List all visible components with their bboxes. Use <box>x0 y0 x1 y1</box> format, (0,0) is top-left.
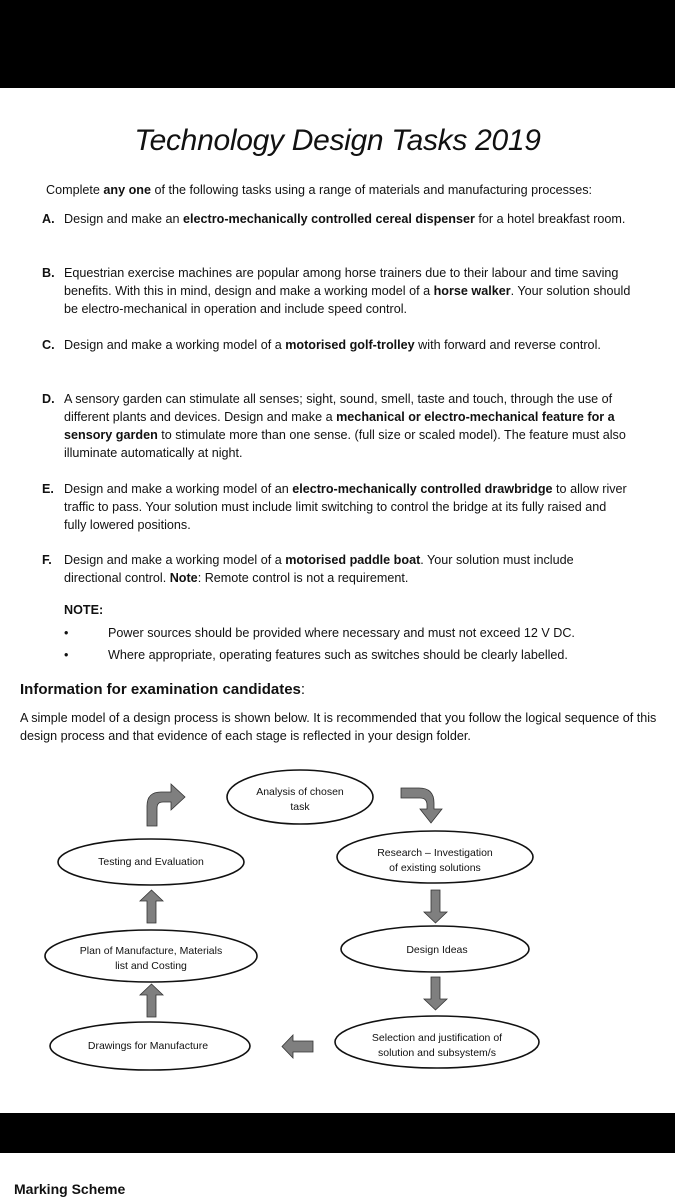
info-heading <box>20 681 305 698</box>
task-bold: motorised paddle boat <box>285 553 421 567</box>
task-text: Design and make a working model of a <box>64 338 286 352</box>
node-label: Drawings for Manufacture <box>87 1040 209 1052</box>
bullet-text: Where appropriate, operating features such as switches should be clearly labelled. <box>108 648 568 662</box>
info-paragraph: A simple model of a design process is shown below. It is recommended that you follow the logical sequence of this design process and that evidence of each stage is reflected in your design folder. <box>20 711 657 743</box>
task-b <box>42 264 632 318</box>
task-bold: Note <box>169 571 198 585</box>
task-text: . Your solution should be electro-mechanical in operation and include speed control. <box>64 284 631 316</box>
task-letter: E. <box>42 482 54 496</box>
task-f <box>42 551 632 587</box>
node-label: Testing and Evaluation <box>98 856 204 868</box>
arrow-up-icon <box>140 890 163 923</box>
node-label: task <box>290 801 310 813</box>
intro-pre: Complete <box>46 183 104 197</box>
marking-scheme-heading: Marking Scheme <box>14 1181 126 1197</box>
task-bold: mechanical or electro-mechanical feature for a sensory garden <box>64 410 615 442</box>
bullet-icon: • <box>64 626 69 640</box>
info-heading-text: Information for examination candidates <box>20 681 301 698</box>
node-label: Plan of Manufacture, Materials <box>79 945 223 957</box>
task-letter: A. <box>42 212 55 226</box>
node-label: Analysis of chosen <box>256 786 344 798</box>
node-label: Selection and justification of <box>371 1032 503 1044</box>
bottom-black-bar <box>0 1113 675 1153</box>
node-label: of existing solutions <box>389 862 481 874</box>
task-letter: C. <box>42 338 55 352</box>
arrow-down-icon <box>424 890 447 923</box>
note-heading: NOTE: <box>64 603 104 617</box>
top-black-bar <box>0 0 675 88</box>
bullet-icon: • <box>64 648 69 662</box>
task-letter: D. <box>42 392 55 406</box>
task-text: Design and make a working model of an <box>64 482 293 496</box>
task-bold: electro-mechanically controlled cereal dispenser <box>183 212 475 226</box>
arrow-left-icon <box>282 1035 313 1058</box>
task-text: Equestrian exercise machines are popular among horse trainers due to their labour and time saving benefits. With this in mind, design and make a working model of a <box>64 266 619 298</box>
task-c <box>42 336 632 354</box>
info-heading-colon: : <box>300 681 306 698</box>
arrow-down-icon <box>424 977 447 1010</box>
task-text: Design and make an <box>64 212 184 226</box>
task-a <box>42 210 632 228</box>
task-letter: B. <box>42 266 55 280</box>
node-label: list and Costing <box>115 960 187 972</box>
task-text: A sensory garden can stimulate all senses; sight, sound, smell, taste and touch, through the use of different plants and devices. Design and make a <box>64 392 613 424</box>
task-e <box>42 480 632 534</box>
task-text: to stimulate more than one sense. (full size or scaled model). The feature must also illuminate automatically at night. <box>64 428 626 460</box>
node-label: Design Ideas <box>406 944 468 956</box>
task-bold: motorised golf-trolley <box>285 338 415 352</box>
task-text: Design and make a working model of a <box>64 553 286 567</box>
intro-bold: any one <box>103 183 151 197</box>
note-bullet <box>64 648 568 662</box>
bullet-text: Power sources should be provided where necessary and must not exceed 12 V DC. <box>108 626 575 640</box>
note-bullet <box>64 626 575 640</box>
task-text: to allow river traffic to pass. Your solution must include limit switching to control the bridge at its fully raised and fully lowered positions. <box>64 482 627 532</box>
node-label: Research – Investigation <box>377 847 493 859</box>
intro-text <box>46 183 592 197</box>
curved-arrow-right-down-icon <box>401 788 442 823</box>
task-bold: horse walker <box>433 284 511 298</box>
curved-arrow-up-right-icon <box>147 784 185 826</box>
task-bold: electro-mechanically controlled drawbridge <box>292 482 553 496</box>
node-label: solution and subsystem/s <box>378 1047 496 1059</box>
task-text: . Your solution must include directional control. <box>64 553 574 585</box>
task-text: with forward and reverse control. <box>414 338 601 352</box>
arrow-up-icon <box>140 984 163 1017</box>
intro-post: of the following tasks using a range of materials and manufacturing processes: <box>151 183 593 197</box>
task-text: : Remote control is not a requirement. <box>197 571 409 585</box>
design-process-diagram <box>0 760 675 1090</box>
task-d <box>42 390 632 462</box>
task-text: for a hotel breakfast room. <box>474 212 626 226</box>
page-title: Technology Design Tasks 2019 <box>134 124 541 157</box>
task-letter: F. <box>42 553 52 567</box>
